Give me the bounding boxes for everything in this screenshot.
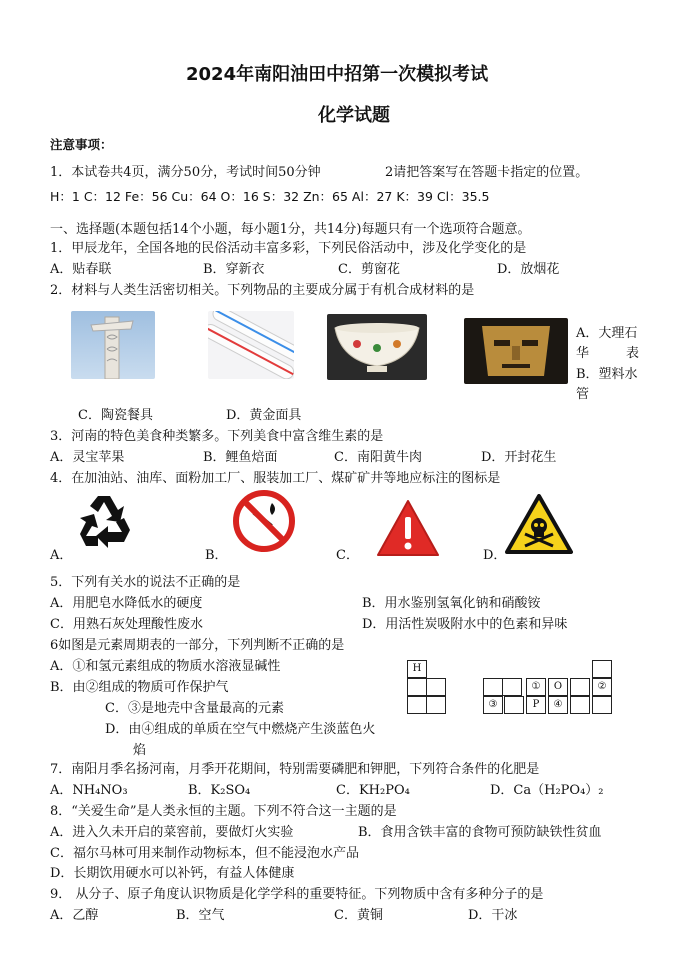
question-4-stem: 4．在加油站、油库、面粉加工厂、服装加工厂、煤矿矿井等地应标注的图标是 bbox=[50, 471, 501, 486]
section-heading: 一、选择题(本题包括14个小题，每小题1分，共14分)每题只有一个选项符合题意。 bbox=[50, 222, 531, 237]
page-subtitle: 化学试题 bbox=[318, 105, 390, 126]
periodic-table-fragment bbox=[407, 660, 612, 720]
plastic-pipe-image bbox=[208, 311, 294, 379]
cell-p: P bbox=[526, 696, 546, 714]
q1-option-d: D．放烟花 bbox=[497, 262, 560, 277]
ceramic-bowl-image bbox=[327, 314, 427, 380]
question-2-stem: 2．材料与人类生活密切相关。下列物品的主要成分属于有机合成材料的是 bbox=[50, 283, 475, 298]
q8-option-d: D．长期饮用硬水可以补钙，有益人体健康 bbox=[50, 866, 295, 881]
q2-option-a-2: 华 bbox=[576, 346, 590, 361]
atomic-masses: H：1 C：12 Fe：56 Cu：64 O：16 S：32 Zn：65 Al：27 K：39 Cl：35.5 bbox=[50, 189, 490, 204]
q6-option-c: C．③是地壳中含量最高的元素 bbox=[105, 701, 284, 716]
gold-mask-image bbox=[464, 318, 568, 384]
q1-option-b: B．穿新衣 bbox=[203, 262, 265, 277]
cell-blank bbox=[570, 678, 590, 696]
q2-option-b-2: 管 bbox=[576, 387, 590, 402]
q4-option-d: D． bbox=[483, 548, 507, 563]
question-5-stem: 5．下列有关水的说法不正确的是 bbox=[50, 575, 241, 590]
q8-option-c: C．福尔马林可用来制作动物标本，但不能浸泡水产品 bbox=[50, 846, 359, 861]
marble-column-image bbox=[71, 311, 155, 379]
cell-2: ② bbox=[592, 678, 612, 696]
cell-4: ④ bbox=[548, 696, 568, 714]
q4-option-b: B． bbox=[205, 548, 228, 563]
q6-option-a: A．①和氢元素组成的物质水溶液显碱性 bbox=[50, 659, 281, 674]
q7-option-c: C．KH₂PO₄ bbox=[336, 783, 410, 798]
page-title: 2024年南阳油田中招第一次模拟考试 bbox=[186, 64, 489, 85]
notes-heading: 注意事项： bbox=[50, 137, 113, 152]
cell-o: O bbox=[548, 678, 568, 696]
cell-3: ③ bbox=[483, 696, 503, 714]
q6-option-d-1: D．由④组成的单质在空气中燃烧产生淡蓝色火 bbox=[105, 722, 376, 737]
q3-option-a: A．灵宝苹果 bbox=[50, 450, 125, 465]
q2-option-b-1: B．塑料水 bbox=[576, 367, 638, 382]
cell-blank bbox=[502, 678, 522, 696]
q5-option-b: B．用水鉴别氢氧化钠和硝酸铵 bbox=[362, 596, 541, 611]
q6-option-d-2: 焰 bbox=[133, 743, 147, 758]
q2-option-a-3: 表 bbox=[626, 346, 640, 361]
no-open-flame-icon bbox=[232, 489, 296, 553]
q9-option-c: C．黄铜 bbox=[334, 908, 383, 923]
q7-option-b: B．K₂SO₄ bbox=[188, 783, 251, 798]
cell-blank bbox=[426, 696, 446, 714]
cell-blank bbox=[407, 678, 427, 696]
question-8-stem: 8．“关爱生命”是人类永恒的主题。下列不符合这一主题的是 bbox=[50, 804, 397, 819]
q9-option-d: D．干冰 bbox=[468, 908, 518, 923]
cell-blank bbox=[426, 678, 446, 696]
cell-h: H bbox=[407, 660, 427, 678]
q1-option-c: C．剪窗花 bbox=[338, 262, 400, 277]
recycle-icon bbox=[72, 490, 136, 554]
q5-option-c: C．用熟石灰处理酸性废水 bbox=[50, 617, 203, 632]
cell-blank bbox=[504, 696, 524, 714]
q6-option-b: B．由②组成的物质可作保护气 bbox=[50, 680, 229, 695]
cell-blank bbox=[407, 696, 427, 714]
q3-option-b: B．鲤鱼焙面 bbox=[203, 450, 278, 465]
q2-option-a-1: A．大理石 bbox=[576, 326, 638, 341]
q1-option-a: A．贴春联 bbox=[50, 262, 112, 277]
q2-option-c: C．陶瓷餐具 bbox=[78, 408, 153, 423]
q7-option-a: A．NH₄NO₃ bbox=[50, 783, 128, 798]
question-3-stem: 3．河南的特色美食种类繁多。下列美食中富含维生素的是 bbox=[50, 429, 384, 444]
q9-option-a: A．乙醇 bbox=[50, 908, 99, 923]
q7-option-d: D．Ca（H₂PO₄）₂ bbox=[490, 783, 604, 798]
cell-1: ① bbox=[526, 678, 546, 696]
toxic-skull-icon bbox=[505, 494, 573, 556]
question-6-stem: 6如图是元素周期表的一部分，下列判断不正确的是 bbox=[50, 638, 345, 653]
q2-option-d: D．黄金面具 bbox=[226, 408, 302, 423]
q5-option-d: D．用活性炭吸附水中的色素和异味 bbox=[362, 617, 568, 632]
notes-line-1: 1．本试卷共4页，满分50分，考试时间50分钟 bbox=[50, 165, 321, 180]
q5-option-a: A．用肥皂水降低水的硬度 bbox=[50, 596, 203, 611]
question-1-stem: 1．甲辰龙年，全国各地的民俗活动丰富多彩，下列民俗活动中，涉及化学变化的是 bbox=[50, 241, 527, 256]
q4-option-a: A． bbox=[50, 548, 73, 563]
notes-line-2: 2请把答案写在答题卡指定的位置。 bbox=[385, 165, 589, 180]
warning-triangle-icon bbox=[376, 499, 440, 557]
cell-blank bbox=[592, 696, 612, 714]
q4-option-c: C． bbox=[336, 548, 359, 563]
question-9-stem: 9． 从分子、原子角度认识物质是化学学科的重要特征。下列物质中含有多种分子的是 bbox=[50, 887, 544, 902]
q3-option-c: C．南阳黄牛肉 bbox=[334, 450, 422, 465]
question-7-stem: 7．南阳月季名扬河南，月季开花期间，特别需要磷肥和钾肥，下列符合条件的化肥是 bbox=[50, 762, 540, 777]
cell-blank bbox=[592, 660, 612, 678]
cell-blank bbox=[570, 696, 590, 714]
q8-option-a: A．进入久未开启的菜窖前，要做灯火实验 bbox=[50, 825, 294, 840]
q9-option-b: B．空气 bbox=[176, 908, 225, 923]
cell-blank bbox=[483, 678, 503, 696]
q3-option-d: D．开封花生 bbox=[481, 450, 557, 465]
q8-option-b: B．食用含铁丰富的食物可预防缺铁性贫血 bbox=[358, 825, 602, 840]
